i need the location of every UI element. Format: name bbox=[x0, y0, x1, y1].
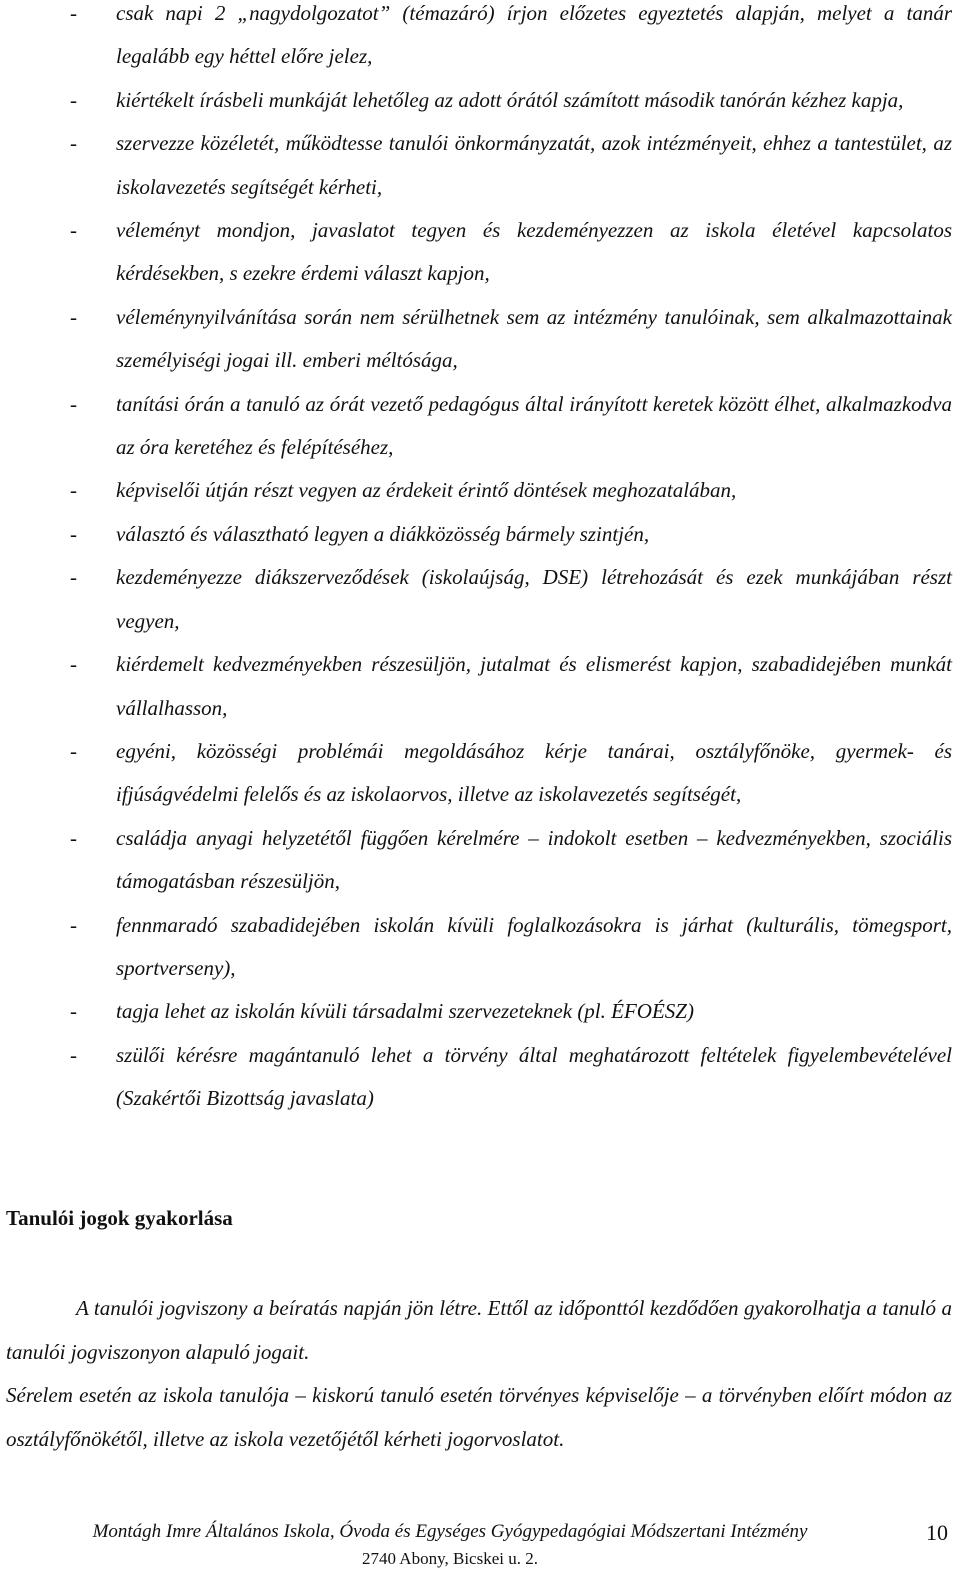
bullet-dash: - bbox=[70, 218, 77, 243]
list-item bbox=[0, 469, 960, 512]
list-item-text: kiérdemelt kedvezményekben részesüljön, jutalmat és elismerést kapjon, szabadidejében munkát vállalhasson, bbox=[116, 652, 952, 720]
bullet-dash: - bbox=[70, 1042, 77, 1067]
list-item-text: választó és választható legyen a diákközösség bármely szintjén, bbox=[116, 521, 650, 546]
list-item-text: szülői kérésre magántanuló lehet a törvény által meghatározott feltételek figyelembevételével (Szakértői Bizottság javaslata) bbox=[116, 1042, 952, 1111]
list-item bbox=[0, 1034, 960, 1121]
bullet-dash: - bbox=[70, 478, 77, 503]
list-item-text: családja anyagi helyzetétől függően kérelmére – indokolt esetben – kedvezményekben, szociális támogatásban részesüljön, bbox=[116, 825, 952, 894]
list-item bbox=[0, 513, 960, 556]
list-item-text: egyéni, közösségi problémái megoldásához kérje tanárai, osztályfőnöke, gyermek- és ifjúságvédelmi felelős és az iskolaorvos, illetve az iskolavezetés segítségét, bbox=[116, 738, 952, 807]
list-item bbox=[0, 0, 960, 79]
bullet-dash: - bbox=[70, 521, 77, 546]
list-item bbox=[0, 296, 960, 383]
bullet-dash: - bbox=[70, 391, 77, 416]
list-item bbox=[0, 904, 960, 991]
list-item-text: képviselői útján részt vegyen az érdekeit érintő döntések meghozatalában, bbox=[116, 478, 737, 503]
list-item bbox=[0, 79, 960, 122]
footer-address: 2740 Abony, Bicskei u. 2. bbox=[362, 1549, 538, 1568]
list-item-text: tanítási órán a tanuló az órát vezető pedagógus által irányított keretek között élhet, alkalmazkodva az óra keretéhez és felépítéséhez, bbox=[116, 391, 952, 460]
bullet-dash: - bbox=[70, 999, 77, 1024]
list-item-text: véleményt mondjon, javaslatot tegyen és kezdeményezzen az iskola életével kapcsolatos kérdésekben, s ezekre érdemi választ kapjon, bbox=[116, 218, 952, 286]
bullet-dash: - bbox=[70, 1, 77, 25]
list-item bbox=[0, 817, 960, 904]
list-item bbox=[0, 990, 960, 1033]
list-item-text: véleménynyilvánítása során nem sérülhetnek sem az intézmény tanulóinak, sem alkalmazottainak személyiségi jogai ill. emberi méltósága, bbox=[116, 304, 952, 373]
list-item bbox=[0, 383, 960, 470]
bullet-dash: - bbox=[70, 131, 77, 156]
bullet-dash: - bbox=[70, 565, 77, 590]
list-item-text: csak napi 2 „nagydolgozatot” (témazáró) írjon előzetes egyeztetés alapján, melyet a tanár legalább egy héttel előre jelez, bbox=[116, 1, 952, 69]
list-item bbox=[0, 556, 960, 643]
list-item bbox=[0, 643, 960, 730]
bullet-dash: - bbox=[70, 652, 77, 677]
list-item bbox=[0, 122, 960, 209]
list-item bbox=[0, 209, 960, 296]
list-item-text: tagja lehet az iskolán kívüli társadalmi szervezeteknek (pl. ÉFOÉSZ) bbox=[116, 999, 694, 1024]
bullet-dash: - bbox=[70, 738, 77, 763]
bullet-dash: - bbox=[70, 87, 77, 112]
page-number: 10 bbox=[926, 1520, 948, 1545]
list-item bbox=[0, 730, 960, 817]
list-item-text: szervezze közéletét, működtesse tanulói önkormányzatát, azok intézményeit, ehhez a tantestület, az iskolavezetés segítségét kérheti, bbox=[116, 131, 952, 199]
bullet-dash: - bbox=[70, 304, 77, 329]
paragraph-legal-relationship: A tanulói jogviszony a beíratás napján jön létre. Ettől az időponttól kezdődően gyakorolhatja a tanuló a tanulói jogviszonyon alapuló jogait. bbox=[6, 1296, 952, 1364]
list-item-text: kezdeményezze diákszerveződések (iskolaújság, DSE) létrehozását és ezek munkájában részt vegyen, bbox=[116, 565, 952, 633]
section-heading: Tanulói jogok gyakorlása bbox=[6, 1206, 233, 1230]
list-item-text: kiértékelt írásbeli munkáját lehetőleg az adott órától számított második tanórán kézhez kapja, bbox=[116, 87, 904, 112]
list-item-text: fennmaradó szabadidejében iskolán kívüli foglalkozásokra is járhat (kulturális, tömegsport, sportverseny), bbox=[116, 912, 952, 980]
paragraph-legal-remedy: Sérelem esetén az iskola tanulója – kiskorú tanuló esetén törvényes képviselője – a törvényben előírt módon az osztályfőnökétől, illetve az iskola vezetőjétől kérheti jogorvoslatot. bbox=[6, 1383, 952, 1451]
bullet-dash: - bbox=[70, 825, 77, 850]
bullet-dash: - bbox=[70, 912, 77, 937]
page-footer bbox=[0, 1518, 900, 1572]
footer-institution: Montágh Imre Általános Iskola, Óvoda és Egységes Gyógypedagógiai Módszertani Intézmény bbox=[92, 1521, 808, 1542]
